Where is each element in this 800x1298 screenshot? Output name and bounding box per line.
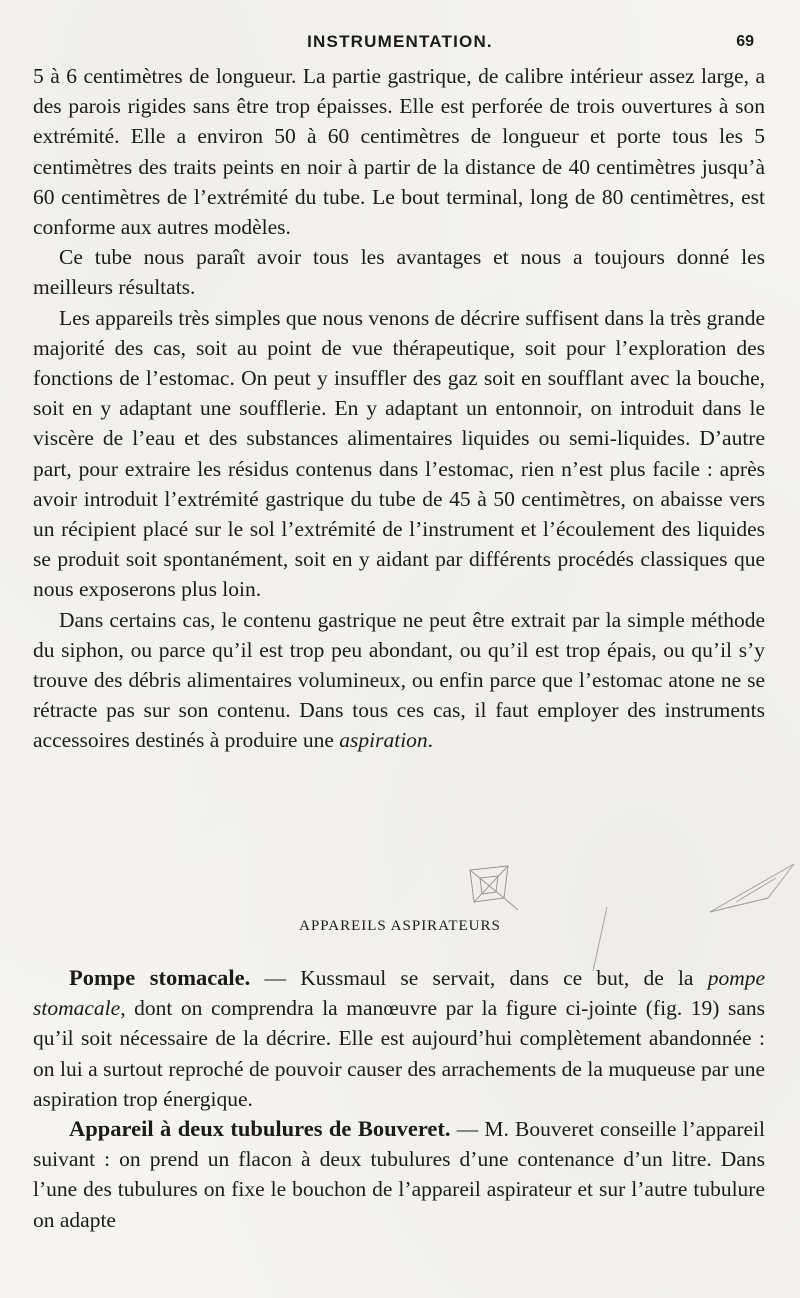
page-header <box>0 30 800 56</box>
paragraph-tube-advantages: Ce tube nous paraît avoir tous les avantages et nous a toujours donné les meilleurs résultats. <box>33 245 765 300</box>
pencil-sketch-figure <box>460 858 530 918</box>
paragraph-tube-description: 5 à 6 centimètres de longueur. La partie gastrique, de calibre intérieur assez large, a des parois rigides sans être trop épaisses. Elle est perforée de trois ouvertures à son extrémité. Elle a environ 50 à 60 centimètres de longueur et porte tous les 5 centimètres des traits peints en noir à partir de la distance de 40 centimètres jusqu’à 60 centimètres de l’extrémité du tube. Le bout terminal, long de 80 centimètres, est conforme aux autres modèles. <box>33 64 765 240</box>
aspiration-text-end: . <box>427 728 434 753</box>
body-text <box>33 61 765 756</box>
aspiration-emphasis: aspiration <box>339 728 428 753</box>
entry-appareil-bouveret <box>33 1114 765 1235</box>
page-number: 69 <box>736 33 754 50</box>
paragraph-aspiration-cases <box>33 605 765 756</box>
entry-pompe-stomacale <box>33 963 765 1114</box>
section-heading: APPAREILS ASPIRATEURS <box>299 918 501 934</box>
pencil-sketch-arrow <box>706 858 800 918</box>
entry-title: Pompe stomacale. <box>69 965 251 990</box>
paragraph-simple-apparatus: Les appareils très simples que nous venons de décrire suffisent dans la très grande majorité des cas, soit au point de vue thérapeutique, soit pour l’exploration des fonctions de l’estomac. On peut y insuffler des gaz soit en soufflant avec la bouche, soit en y adaptant une soufflerie. En y adaptant un entonnoir, on introduit dans le viscère de l’eau et des substances alimentaires liquides ou semi-liquides. D’autre part, pour extraire les résidus contenus dans l’estomac, rien n’est plus facile : après avoir introduit l’extrémité gastrique du tube de 45 à 50 centimètres, on abaisse vers un récipient placé sur le sol l’extrémité de l’instrument et l’écoulement des liquides se produit soit spontanément, soit en y aidant par différents procédés classiques que nous exposerons plus loin. <box>33 305 765 602</box>
entry-text-end: , dont on comprendra la manœuvre par la figure ci-jointe (fig. 19) sans qu’il soit nécessaire de la décrire. Elle est aujourd’hui complètement abandonnée : on lui a surtout reproché de pouvoir causer des arrachements de la muqueuse par une aspiration trop énergique. <box>33 996 765 1111</box>
entry-title: Appareil à deux tubulures de Bouveret. <box>69 1116 451 1142</box>
entry-text: — M. Bouveret conseille l’appareil suivant : on prend un flacon à deux tubulures d’une contenance d’un litre. Dans l’une des tubulures on fixe le bouchon de l’appareil aspirateur et sur l’autre tubulure on adapte <box>33 1117 765 1232</box>
aspiration-text: Dans certains cas, le contenu gastrique ne peut être extrait par la simple méthode du siphon, ou parce qu’il est trop peu abondant, ou qu’il est trop épais, ou qu’il s’y trouve des débris alimentaires volumineux, ou enfin parce que l’estomac atone ne se rétracte pas sur son contenu. Dans tous ces cas, il faut employer des instruments accessoires destinés à produire une <box>33 607 765 753</box>
entries-text <box>33 963 765 1235</box>
entry-text: — Kussmaul se servait, dans ce but, de la <box>250 966 708 990</box>
running-title: INSTRUMENTATION. <box>307 32 493 51</box>
entry-emphasis: pompe stomacale <box>33 966 766 1021</box>
